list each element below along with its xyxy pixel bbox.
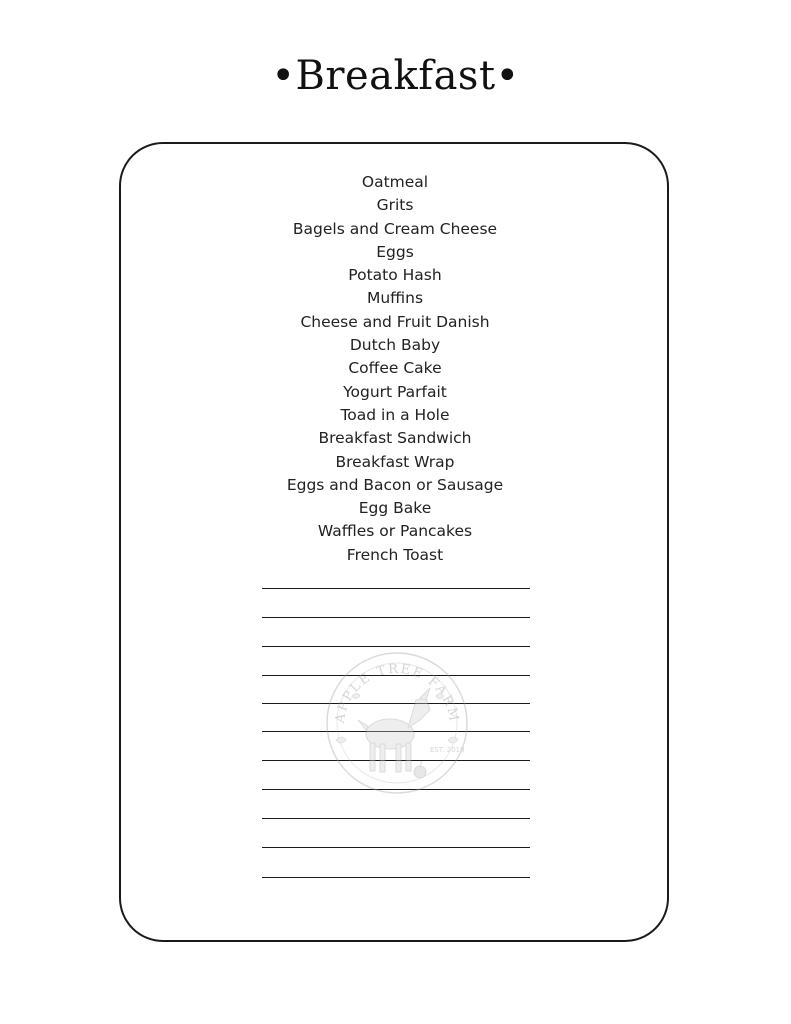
menu-item: Breakfast Wrap <box>335 452 455 471</box>
menu-item: Potato Hash <box>348 266 442 285</box>
menu-item: Eggs <box>376 242 414 261</box>
menu-item: Toad in a Hole <box>340 405 450 424</box>
menu-item: Yogurt Parfait <box>343 382 447 401</box>
page-title: •Breakfast• <box>271 53 520 99</box>
svg-text:APPLE TREE FARM <box>333 662 462 725</box>
menu-item: Coffee Cake <box>348 359 442 378</box>
blank-line <box>262 847 530 848</box>
menu-item: Dutch Baby <box>349 336 441 355</box>
menu-item: Egg Bake <box>358 499 432 518</box>
menu-item: Eggs and Bacon or Sausage <box>286 475 504 494</box>
blank-lines <box>262 0 530 1024</box>
menu-item: Oatmeal <box>361 173 429 191</box>
goat-icon <box>358 688 430 772</box>
apple-icon <box>414 761 426 778</box>
menu-item: Bagels and Cream Cheese <box>292 219 498 238</box>
menu-item: French Toast <box>346 545 444 564</box>
menu-item: Waffles or Pancakes <box>317 522 473 541</box>
blank-line <box>262 818 530 819</box>
menu-item: Muffins <box>366 289 424 308</box>
menu-item: Grits <box>376 196 414 215</box>
blank-line <box>262 646 530 647</box>
blank-line <box>262 588 530 589</box>
menu-item: Breakfast Sandwich <box>318 429 472 448</box>
blank-line <box>262 877 530 878</box>
watermark-est: EST. 2019 <box>430 746 465 754</box>
menu-item: Cheese and Fruit Danish <box>300 312 490 331</box>
watermark-text: APPLE TREE FARM <box>332 661 462 725</box>
apple-tree-farm-watermark <box>322 648 472 798</box>
blank-line <box>262 617 530 618</box>
